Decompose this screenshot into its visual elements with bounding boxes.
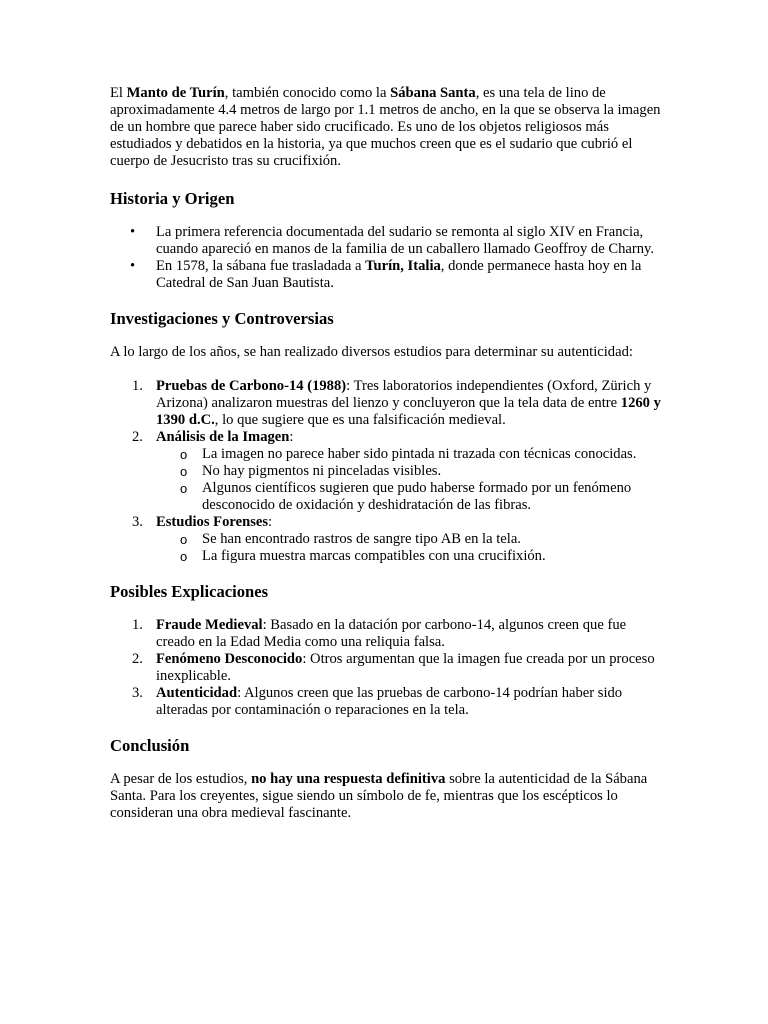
- sublist-item-text: Se han encontrado rastros de sangre tipo AB en la tela.: [202, 531, 521, 547]
- sublist-item: [156, 480, 662, 514]
- intro-text-1: El: [110, 85, 127, 101]
- analisis-imagen-bold: Análisis de la Imagen: [156, 429, 290, 445]
- conclusion-text-2: sobre la autenticidad de la Sábana Santa. Para los creyentes, sigue siendo un símbolo de fe, mientras que los escépticos lo consideran una obra medieval fascinante.: [110, 771, 648, 821]
- historia-item-2-text-2: , donde permanece hasta hoy en la Catedral de San Juan Bautista.: [156, 258, 642, 291]
- sub-bullet-icon: o: [180, 481, 188, 496]
- estudios-forenses-colon: :: [268, 514, 273, 530]
- sublist-item: [156, 548, 662, 565]
- list-number: 3.: [132, 685, 143, 701]
- carbono-14-bold: Pruebas de Carbono-14 (1988): [156, 378, 347, 394]
- sublist-item-text: Algunos científicos sugieren que pudo haberse formado por un fenómeno desconocido de oxidación y deshidratación de las fibras.: [202, 480, 632, 513]
- list-number: 1.: [132, 617, 143, 633]
- heading-historia: Historia y Origen: [110, 189, 235, 208]
- historia-item-2-text-1: En 1578, la sábana fue trasladada a: [156, 258, 366, 274]
- list-item: [110, 685, 662, 719]
- intro-bold-manto: Manto de Turín: [126, 85, 225, 101]
- fraude-medieval-bold: Fraude Medieval: [156, 617, 263, 633]
- sub-bullet-icon: o: [180, 549, 188, 564]
- analisis-imagen-colon: :: [289, 429, 294, 445]
- list-number: 2.: [132, 429, 143, 445]
- heading-conclusion: Conclusión: [110, 736, 190, 755]
- historia-list: [110, 224, 662, 292]
- bullet-icon: •: [130, 224, 136, 240]
- sub-bullet-icon: o: [180, 532, 188, 547]
- fenomeno-desconocido-bold: Fenómeno Desconocido: [156, 651, 303, 667]
- bullet-icon: •: [130, 258, 136, 274]
- carbono-14-dates-bold: 1260 y 1390 d.C.: [156, 395, 661, 428]
- conclusion-bold: no hay una respuesta definitiva: [251, 771, 446, 787]
- list-item: [110, 429, 662, 514]
- list-number: 2.: [132, 651, 143, 667]
- carbono-14-text-1: : Tres laboratorios independientes (Oxford, Zürich y Arizona) analizaron muestras del lienzo y concluyeron que la tela data de entre: [156, 378, 652, 411]
- list-number: 3.: [132, 514, 143, 530]
- conclusion-paragraph: [110, 771, 662, 822]
- carbono-14-text-2: , lo que sugiere que es una falsificación medieval.: [214, 412, 506, 428]
- historia-item-1-text: La primera referencia documentada del sudario se remonta al siglo XIV en Francia, cuando apareció en manos de la familia de un caballero llamado Geoffroy de Charny.: [156, 224, 655, 257]
- list-item: [110, 651, 662, 685]
- document-body: [110, 85, 662, 822]
- investigaciones-intro: A lo largo de los años, se han realizado diversos estudios para determinar su autenticidad:: [110, 344, 633, 360]
- sublist-item-text: La figura muestra marcas compatibles con una crucifixión.: [202, 548, 546, 564]
- historia-item-2-bold: Turín, Italia: [365, 258, 441, 274]
- investigaciones-list: [110, 378, 662, 565]
- autenticidad-bold: Autenticidad: [156, 685, 238, 701]
- analisis-sublist: [156, 446, 662, 514]
- list-item: [110, 617, 662, 651]
- forenses-sublist: [156, 531, 662, 565]
- heading-investigaciones: Investigaciones y Controversias: [110, 309, 334, 328]
- autenticidad-text: : Algunos creen que las pruebas de carbono-14 podrían haber sido alteradas por contaminación o reparaciones en la tela.: [156, 685, 623, 718]
- intro-text-3: , es una tela de lino de aproximadamente 4.4 metros de largo por 1.1 metros de ancho, en la que se observa la imagen de un hombre que parece haber sido crucificado. Es uno de los objetos religiosos más estudiados y debatidos en la historia, ya que muchos creen que es el sudario que cubrió el cuerpo de Jesucristo tras su crucifixión.: [110, 85, 661, 169]
- sublist-item: [156, 463, 662, 480]
- conclusion-text-1: A pesar de los estudios,: [110, 771, 252, 787]
- list-item: [110, 514, 662, 565]
- heading-explicaciones: Posibles Explicaciones: [110, 582, 269, 601]
- intro-bold-sabana: Sábana Santa: [390, 85, 476, 101]
- sublist-item: [156, 446, 662, 463]
- list-item: [110, 378, 662, 429]
- list-item: [110, 224, 662, 258]
- sublist-item: [156, 531, 662, 548]
- fenomeno-desconocido-text: : Otros argumentan que la imagen fue creada por un proceso inexplicable.: [156, 651, 655, 684]
- intro-paragraph: [110, 85, 662, 170]
- explicaciones-list: [110, 617, 662, 719]
- estudios-forenses-bold: Estudios Forenses: [156, 514, 269, 530]
- sub-bullet-icon: o: [180, 447, 188, 462]
- intro-text-2: , también conocido como la: [224, 85, 391, 101]
- fraude-medieval-text: : Basado en la datación por carbono-14, algunos creen que fue creado en la Edad Media como una reliquia falsa.: [156, 617, 627, 650]
- sublist-item-text: La imagen no parece haber sido pintada ni trazada con técnicas conocidas.: [202, 446, 637, 462]
- sub-bullet-icon: o: [180, 464, 188, 479]
- sublist-item-text: No hay pigmentos ni pinceladas visibles.: [202, 463, 442, 479]
- list-item: [110, 258, 662, 292]
- list-number: 1.: [132, 378, 143, 394]
